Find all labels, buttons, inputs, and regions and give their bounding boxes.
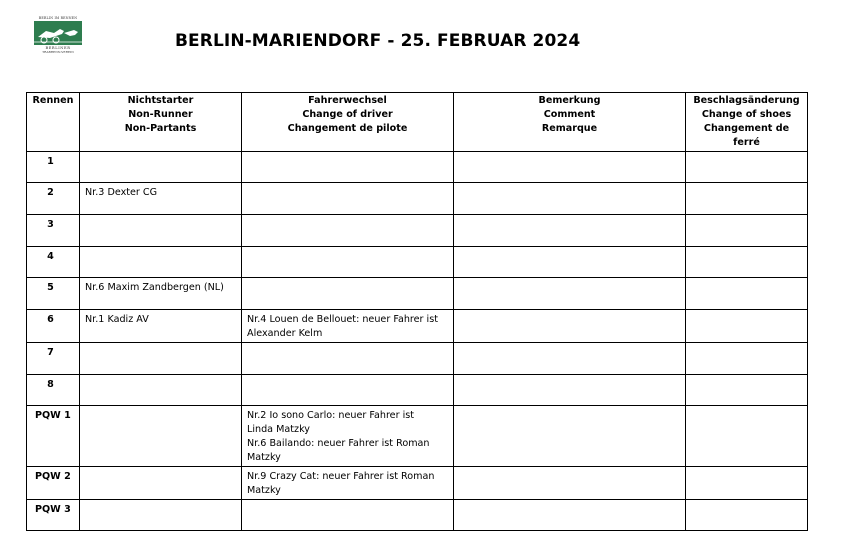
nonrunner-cell xyxy=(80,500,242,531)
logo-bottom-text: BERLINER xyxy=(45,46,71,50)
logo-top-text: BERLIN IM RENNEN xyxy=(38,16,78,20)
comment-cell xyxy=(454,343,686,375)
comment-cell xyxy=(454,500,686,531)
driver-change-cell xyxy=(242,247,454,278)
driver-change-line: Matzky xyxy=(247,452,281,463)
comment-cell xyxy=(454,247,686,278)
comment-cell xyxy=(454,467,686,500)
shoes-change-cell xyxy=(686,310,808,343)
driver-change-cell xyxy=(242,467,454,500)
driver-change-cell xyxy=(242,183,454,215)
nonrunner-cell xyxy=(80,406,242,467)
comment-cell xyxy=(454,152,686,183)
results-table xyxy=(26,92,808,531)
driver-change-line: Nr.9 Crazy Cat: neuer Fahrer ist Roman xyxy=(247,471,435,482)
comment-cell xyxy=(454,278,686,310)
driver-change-line: Linda Matzky xyxy=(247,424,310,435)
nonrunner-cell xyxy=(80,247,242,278)
nonrunner-cell xyxy=(80,343,242,375)
driver-change-cell xyxy=(242,152,454,183)
table-row xyxy=(27,247,808,278)
shoes-change-cell xyxy=(686,215,808,247)
shoes-change-cell xyxy=(686,467,808,500)
table-row xyxy=(27,500,808,531)
race-cell: PQW 2 xyxy=(27,467,80,500)
logo-horse-icon xyxy=(34,21,82,45)
race-cell: PQW 3 xyxy=(27,500,80,531)
table-row xyxy=(27,215,808,247)
comment-cell xyxy=(454,215,686,247)
header-shoes-change: Beschlagsänderung Change of shoes Changement de ferré xyxy=(686,93,808,152)
race-cell: 7 xyxy=(27,343,80,375)
table-row xyxy=(27,343,808,375)
table-row xyxy=(27,183,808,215)
race-cell: PQW 1 xyxy=(27,406,80,467)
nonrunner-cell: Nr.3 Dexter CG xyxy=(80,183,242,215)
driver-change-cell xyxy=(242,343,454,375)
driver-change-line: Nr.2 Io sono Carlo: neuer Fahrer ist xyxy=(247,410,415,421)
shoes-change-cell xyxy=(686,278,808,310)
shoes-change-cell xyxy=(686,247,808,278)
nonrunner-cell xyxy=(80,375,242,406)
nonrunner-cell: Nr.1 Kadiz AV xyxy=(80,310,242,343)
race-cell: 6 xyxy=(27,310,80,343)
race-cell: 2 xyxy=(27,183,80,215)
logo xyxy=(33,16,83,64)
comment-cell xyxy=(454,183,686,215)
table-row xyxy=(27,375,808,406)
nonrunner-cell xyxy=(80,467,242,500)
page-title: BERLIN-MARIENDORF - 25. FEBRUAR 2024 xyxy=(175,31,581,51)
shoes-change-cell xyxy=(686,343,808,375)
comment-cell xyxy=(454,375,686,406)
driver-change-line: Nr.4 Louen de Bellouet: neuer Fahrer ist xyxy=(247,314,438,325)
driver-change-cell xyxy=(242,500,454,531)
driver-change-cell xyxy=(242,215,454,247)
race-cell: 4 xyxy=(27,247,80,278)
driver-change-cell xyxy=(242,375,454,406)
comment-cell xyxy=(454,310,686,343)
nonrunner-cell xyxy=(80,152,242,183)
driver-change-cell xyxy=(242,406,454,467)
driver-change-cell xyxy=(242,310,454,343)
nonrunner-cell: Nr.6 Maxim Zandbergen (NL) xyxy=(80,278,242,310)
driver-change-cell xyxy=(242,278,454,310)
table-header-row xyxy=(27,93,808,152)
table-row xyxy=(27,278,808,310)
shoes-change-cell xyxy=(686,500,808,531)
header-comment: Bemerkung Comment Remarque xyxy=(454,93,686,152)
race-cell: 8 xyxy=(27,375,80,406)
logo-bottom-text-2: TRABRENN-VEREIN xyxy=(42,50,74,54)
header-rennen: Rennen xyxy=(27,93,80,152)
table-row xyxy=(27,406,808,467)
driver-change-line: Alexander Kelm xyxy=(247,328,323,339)
table-row xyxy=(27,152,808,183)
race-cell: 5 xyxy=(27,278,80,310)
shoes-change-cell xyxy=(686,406,808,467)
comment-cell xyxy=(454,406,686,467)
shoes-change-cell xyxy=(686,152,808,183)
driver-change-line: Matzky xyxy=(247,485,281,496)
header-nonrunner: Nichtstarter Non-Runner Non-Partants xyxy=(80,93,242,152)
race-cell: 3 xyxy=(27,215,80,247)
nonrunner-cell xyxy=(80,215,242,247)
shoes-change-cell xyxy=(686,183,808,215)
table-row xyxy=(27,310,808,343)
driver-change-line: Nr.6 Bailando: neuer Fahrer ist Roman xyxy=(247,438,430,449)
table-row xyxy=(27,467,808,500)
shoes-change-cell xyxy=(686,375,808,406)
header-driver-change: Fahrerwechsel Change of driver Changement de pilote xyxy=(242,93,454,152)
race-cell: 1 xyxy=(27,152,80,183)
